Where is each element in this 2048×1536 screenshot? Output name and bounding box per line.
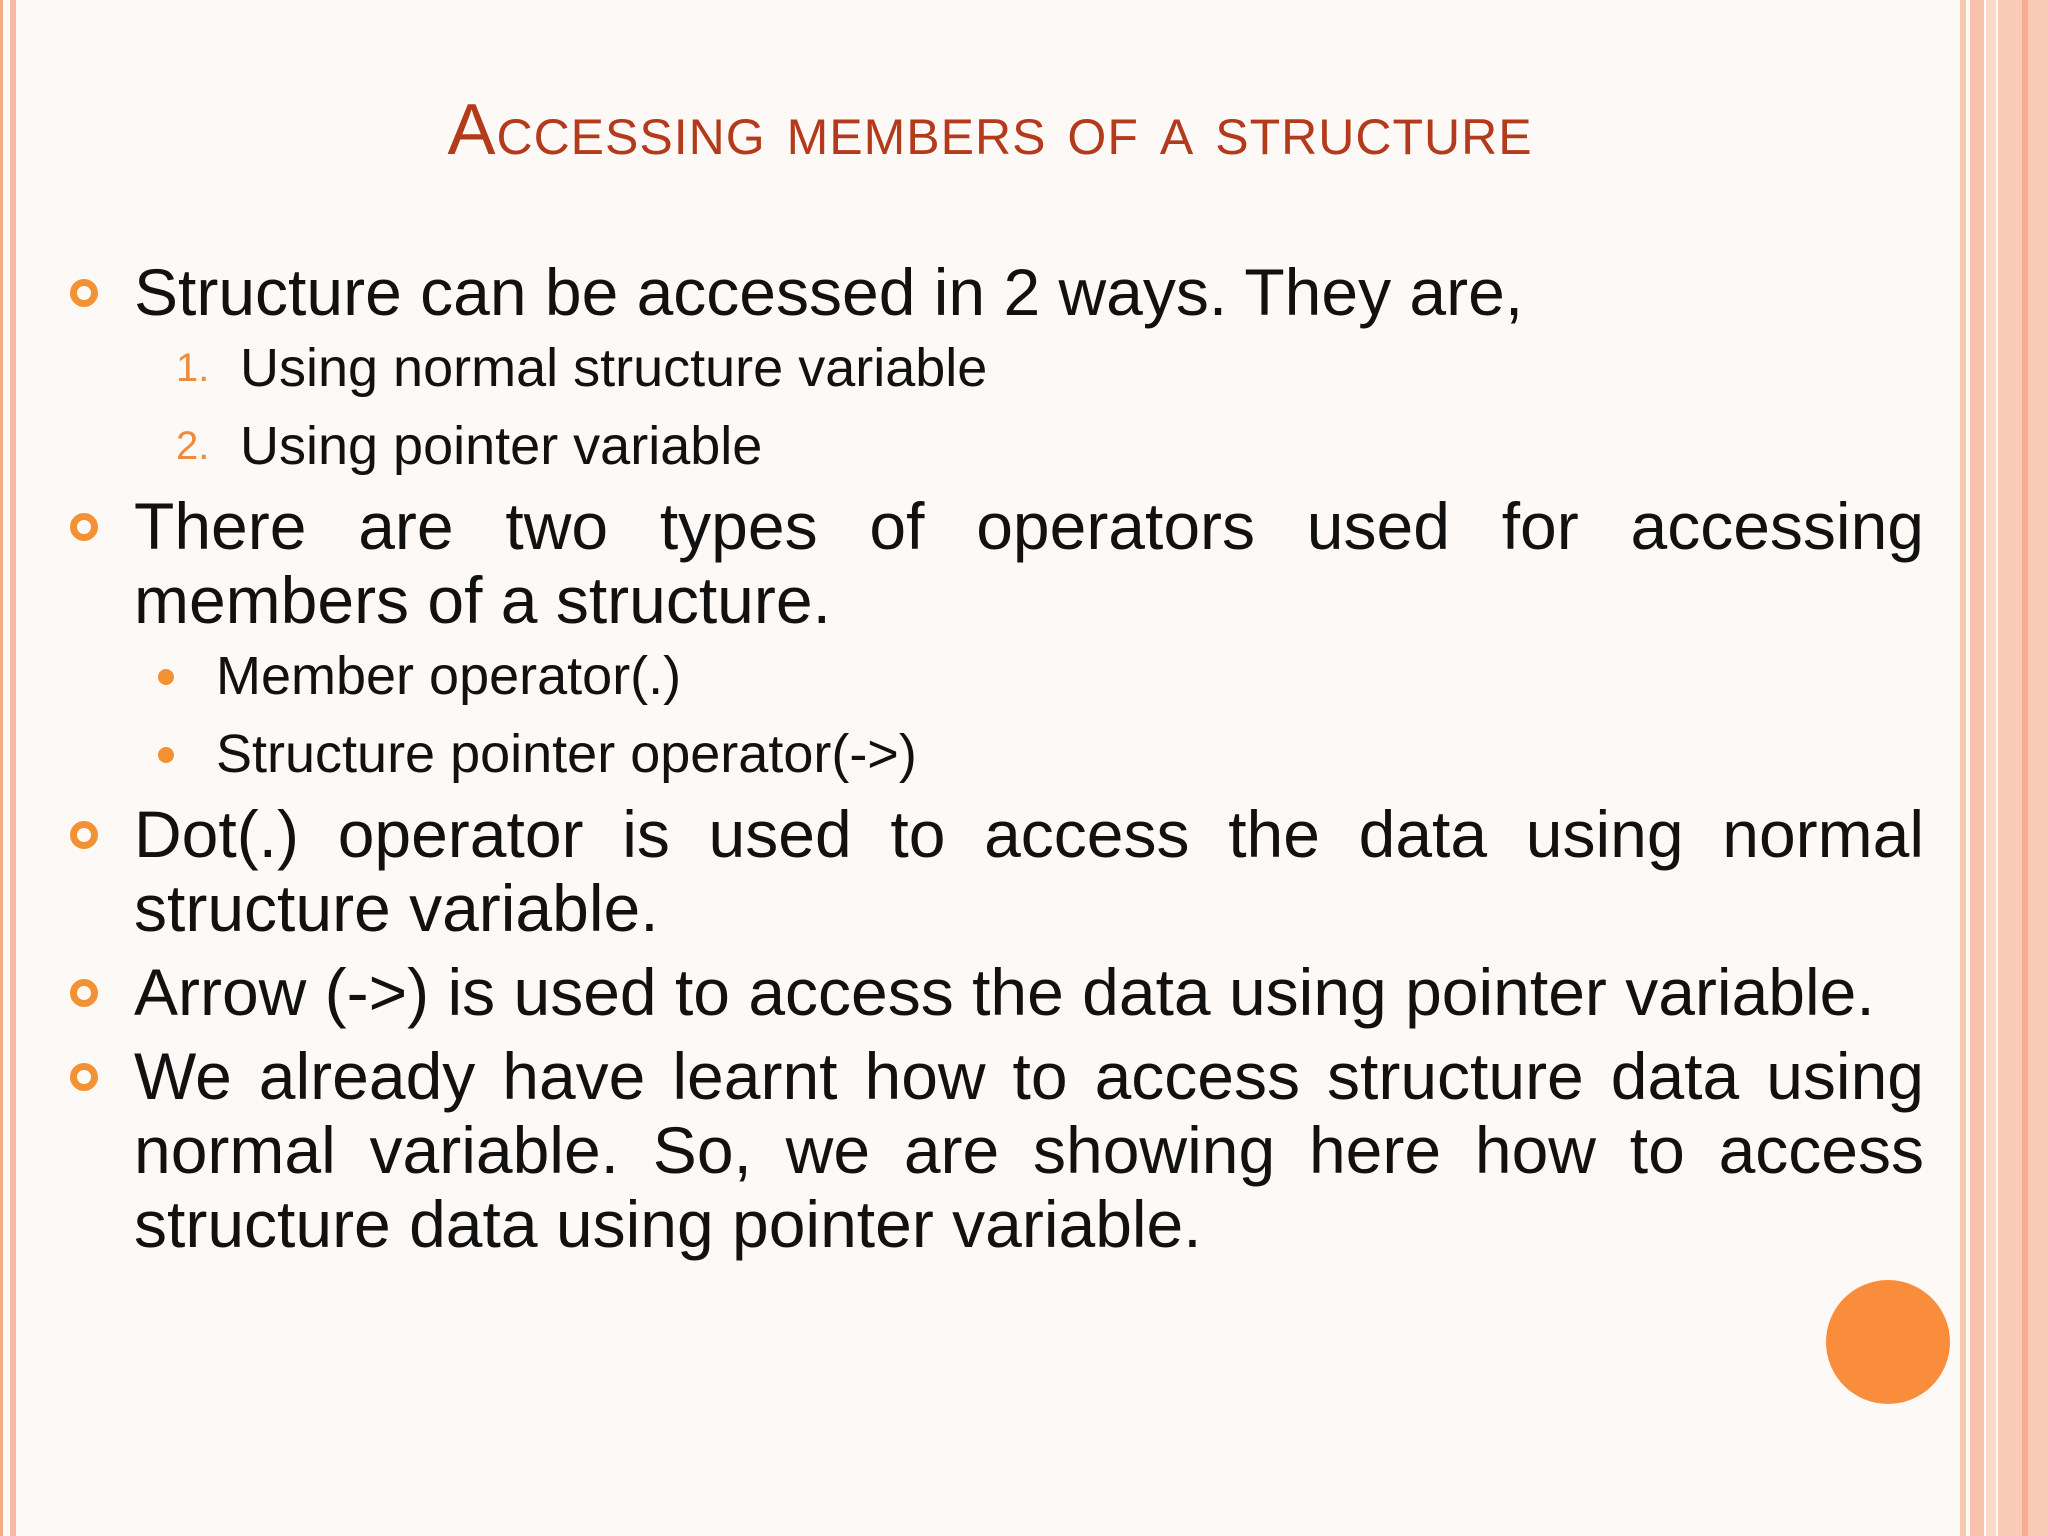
bullet-text: We already have learnt how to access structure data using normal variable. So, we are showing here how to access structure data using pointer variable. xyxy=(134,1039,1924,1261)
left-border-stripe xyxy=(10,0,16,1536)
sub-bullet-text: Structure pointer operator(->) xyxy=(216,724,917,784)
bullet-circle-icon xyxy=(70,821,98,849)
bullet-item xyxy=(68,255,1924,329)
numbered-item xyxy=(68,407,1924,485)
left-border-stripe xyxy=(0,0,3,1536)
right-border-stripe xyxy=(1986,0,1996,1536)
item-number: 2. xyxy=(176,424,210,468)
right-border-stripe xyxy=(1970,0,1984,1536)
numbered-item-text: Using normal structure variable xyxy=(240,338,988,398)
sub-bullet-item xyxy=(68,637,1924,715)
bullet-item xyxy=(68,489,1924,637)
bullet-circle-icon xyxy=(70,1063,98,1091)
bullet-item xyxy=(68,955,1924,1029)
bullet-item xyxy=(68,797,1924,945)
decorative-circle xyxy=(1826,1280,1950,1404)
numbered-item-text: Using pointer variable xyxy=(240,416,763,476)
bullet-circle-icon xyxy=(70,513,98,541)
slide-title: Accessing members of a structure xyxy=(447,90,1533,170)
sub-bullet-dot-icon xyxy=(158,747,174,763)
bullet-text: Dot(.) operator is used to access the data using normal structure variable. xyxy=(134,797,1924,945)
bullet-text: There are two types of operators used for accessing members of a structure. xyxy=(134,489,1924,637)
bullet-text: Structure can be accessed in 2 ways. They are, xyxy=(134,255,1524,329)
bullet-circle-icon xyxy=(70,979,98,1007)
bullet-item xyxy=(68,1039,1924,1261)
bullet-text: Arrow (->) is used to access the data using pointer variable. xyxy=(134,955,1875,1029)
numbered-item xyxy=(68,329,1924,407)
bullet-circle-icon xyxy=(70,279,98,307)
sub-bullet-text: Member operator(.) xyxy=(216,646,682,706)
right-border-stripe xyxy=(1960,0,1966,1536)
item-number: 1. xyxy=(176,346,210,390)
right-border-stripe xyxy=(2022,0,2028,1536)
slide-content xyxy=(68,255,1924,1261)
sub-bullet-item xyxy=(68,715,1924,793)
sub-bullet-dot-icon xyxy=(158,669,174,685)
